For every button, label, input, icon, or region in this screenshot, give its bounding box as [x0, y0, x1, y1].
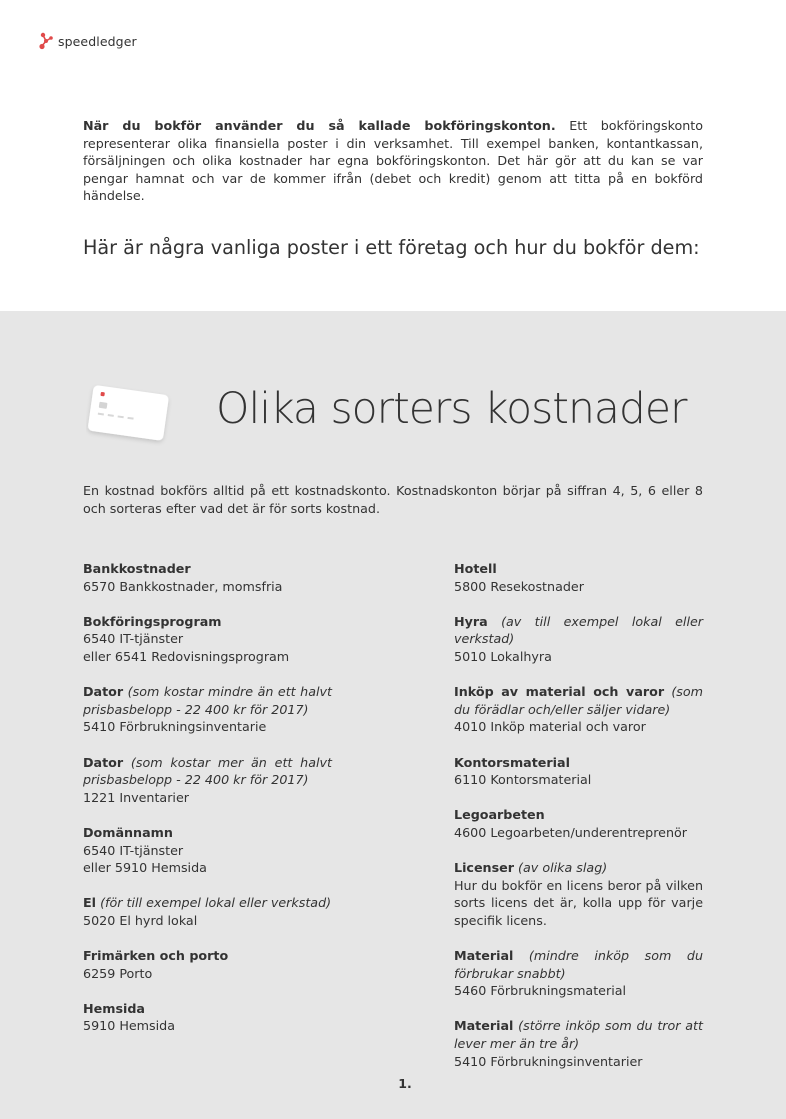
cost-entry	[83, 683, 332, 736]
cost-entry-account: 6110 Kontorsmaterial	[454, 772, 592, 788]
speedledger-logo	[36, 31, 137, 51]
intro-paragraph	[83, 117, 703, 205]
page-number: 1.	[398, 1076, 412, 1091]
cost-entry-title: Material	[454, 948, 514, 964]
cost-entry-account: 5460 Förbrukningsmaterial	[454, 983, 627, 999]
cost-entry-account: 6540 IT-tjänster	[83, 842, 184, 858]
cost-entry-account: 6570 Bankkostnader, momsfria	[83, 578, 283, 594]
right-entry-column	[454, 560, 703, 1088]
cost-entry-heading	[83, 754, 332, 789]
cost-entry-account: 5410 Förbrukningsinventarier	[454, 1053, 643, 1069]
cost-entry-account: 1221 Inventarier	[83, 789, 189, 805]
cost-entry-heading	[454, 806, 703, 824]
cost-entry-note: (för till exempel lokal eller verkstad)	[96, 895, 332, 911]
cost-entry-heading	[83, 683, 332, 718]
cost-entry-title: El	[83, 895, 97, 911]
cost-entry-account: 4600 Legoarbeten/underentreprenör	[454, 824, 687, 840]
cost-entry-account: 4010 Inköp material och varor	[454, 719, 646, 735]
cost-entry-title: Legoarbeten	[454, 807, 545, 823]
cost-entry-account: 6540 IT-tjänster	[83, 631, 184, 647]
cost-entry-account: 6259 Porto	[83, 965, 153, 981]
cost-entry	[454, 560, 703, 595]
cost-entry-note: (mindre inköp som du förbrukar snabbt)	[454, 948, 703, 981]
cost-entry-title: Bokföringsprogram	[83, 613, 222, 629]
cost-entry	[454, 859, 703, 929]
cost-entry-heading	[454, 683, 703, 718]
cost-entry-title: Dator	[83, 684, 124, 700]
cost-entry-account: 5020 El hyrd lokal	[83, 912, 198, 928]
cost-entry-title: Inköp av material och varor	[454, 684, 665, 700]
cost-entry	[83, 824, 332, 877]
cost-entry-heading	[454, 754, 703, 772]
cost-entry-heading	[454, 947, 703, 982]
cost-entry	[83, 894, 332, 929]
cost-entry-account: eller 6541 Redovisningsprogram	[83, 648, 290, 664]
cost-entry-account: 5010 Lokalhyra	[454, 648, 552, 664]
cost-entry-heading	[83, 1000, 332, 1018]
cost-entry	[83, 947, 332, 982]
cost-entry	[83, 1000, 332, 1035]
cost-entry-note: (större inköp som du tror att lever mer än tre år)	[454, 1018, 703, 1052]
cost-entry-heading	[454, 560, 703, 578]
cost-entry-title: Dator	[83, 754, 124, 770]
cost-entry	[454, 806, 703, 841]
cost-entry-title: Frimärken och porto	[83, 948, 229, 964]
cost-entry-title: Bankkostnader	[83, 561, 191, 576]
cost-entry-title: Hyra	[454, 613, 488, 629]
intro-bold: När du bokför använder du så kallade bokföringskonton.	[83, 118, 556, 133]
cost-entry-heading	[454, 613, 703, 648]
cost-entry	[83, 613, 332, 666]
cost-entry	[454, 947, 703, 1000]
cost-entry-note: (av olika slag)	[514, 860, 608, 876]
left-entry-column	[83, 560, 332, 1053]
speedledger-logo-icon	[36, 31, 56, 51]
cost-entry-account: 5410 Förbrukningsinventarie	[83, 719, 267, 735]
cost-entry-account: 5800 Resekostnader	[454, 578, 584, 594]
cost-entry-account: eller 5910 Hemsida	[83, 860, 207, 876]
intro-text: Ett bokföringskonto representerar olika finansiella poster i din verksamhet. Till exempel banken, kontantkassan, försäljningen och olika kostnader har egna bokföringskonton. Det här gör att du kan se var pengar hamnat och var de kommer ifrån (debet och kredit) genom att titta på en bokförd händelse.	[83, 118, 704, 204]
cost-entry-note: (av till exempel lokal eller verkstad)	[454, 613, 703, 647]
cost-entry	[454, 683, 703, 736]
cost-entry	[454, 1017, 703, 1070]
cost-entry-title: Hotell	[454, 561, 497, 576]
cost-entry	[454, 613, 703, 666]
logo-text: speedledger	[58, 33, 137, 49]
cost-entry-heading	[454, 859, 703, 877]
cost-entry-account: 5910 Hemsida	[83, 1018, 175, 1034]
cost-entry-title: Material	[454, 1018, 514, 1034]
cost-entry-heading	[454, 1017, 703, 1052]
cost-entry-heading	[83, 894, 332, 912]
cost-entry-heading	[83, 613, 332, 631]
section-lead: En kostnad bokförs alltid på ett kostnadskonto. Kostnadskonton börjar på siffran 4, 5, 6 eller 8 och sorteras efter vad det är för sorts kostnad.	[83, 483, 703, 516]
cost-entry	[83, 754, 332, 807]
cost-entry-heading	[83, 947, 332, 965]
cost-entry-title: Licenser	[454, 860, 515, 876]
cost-entry-note: (som kostar mindre än ett halvt prisbasbelopp - 22 400 kr för 2017)	[83, 684, 332, 717]
cost-entry-account: Hur du bokför en licens beror på vilken sorts licens det är, kolla upp för varje specifik licens.	[454, 877, 703, 928]
cost-entry	[83, 560, 332, 595]
credit-card-icon	[86, 384, 172, 450]
cost-entry-heading	[83, 560, 332, 578]
subheading: Här är några vanliga poster i ett företag och hur du bokför dem:	[83, 236, 700, 259]
cost-entry-title: Kontorsmaterial	[454, 754, 570, 770]
cost-entry	[454, 754, 703, 789]
cost-entry-heading	[83, 824, 332, 842]
cost-entry-title: Hemsida	[83, 1000, 145, 1016]
section-title: Olika sorters kostnader	[216, 385, 687, 434]
cost-entry-title: Domännamn	[83, 824, 173, 840]
cost-entry-note: (som kostar mer än ett halvt prisbasbelopp - 22 400 kr för 2017)	[83, 754, 332, 788]
cost-entry-note: (som du förädlar och/eller säljer vidare)	[454, 684, 704, 717]
